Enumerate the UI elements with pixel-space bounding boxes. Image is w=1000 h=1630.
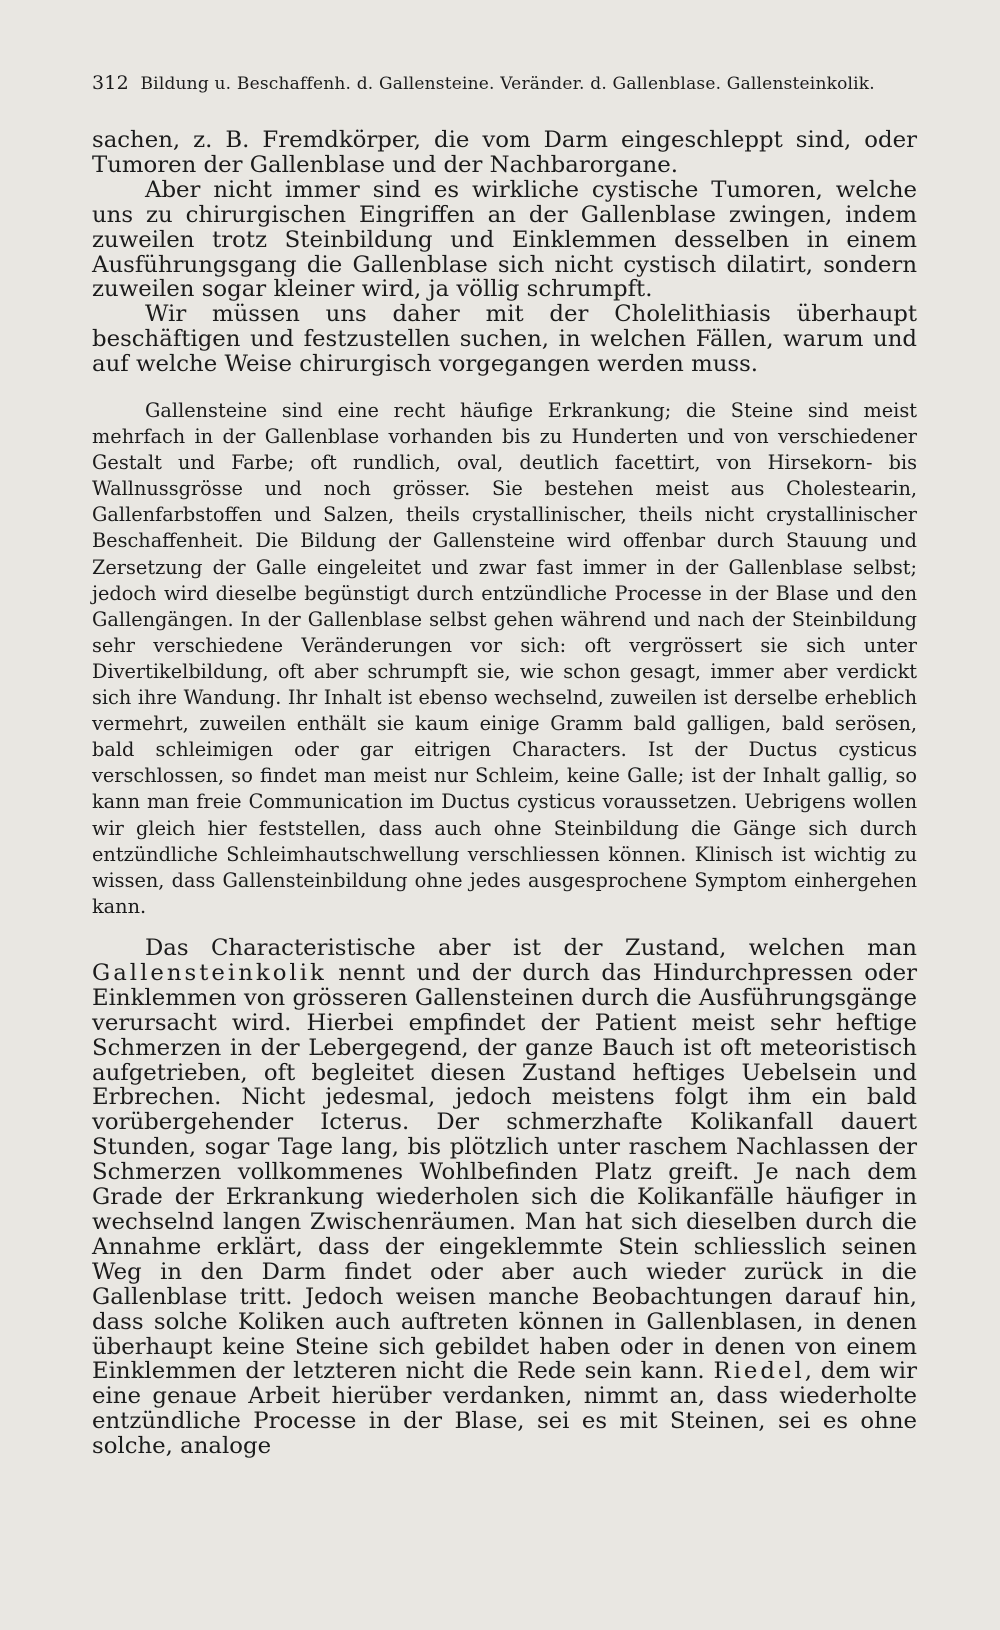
running-header <box>92 72 922 94</box>
section-intro <box>92 128 917 377</box>
colic-text-c: , dem wir eine genaue Arbeit hierüber verdanken, nimmt an, dass wiederholte entzündliche Processe in der Blase, sei es mit Steinen, sei es ohne solche, analoge <box>92 1358 917 1460</box>
colic-text-b: nennt und der durch das Hindurchpressen oder Einklemmen von grösseren Gallensteinen durch die Ausführungsgänge verursacht wird. Hierbei empfindet der Patient meist sehr heftige Schmerzen in der Lebergegend, der ganze Bauch ist oft meteoristisch aufgetrieben, oft begleitet diesen Zustand heftiges Uebelsein und Erbrechen. Nicht jedesmal, jedoch meistens folgt ihm ein bald vorübergehender Icterus. Der schmerzhafte Kolikanfall dauert Stunden, sogar Tage lang, bis plötzlich unter raschem Nachlassen der Schmerzen vollkommenes Wohlbefinden Platz greift. Je nach dem Grade der Erkrankung wiederholen sich die Kolikanfälle häufiger in wechselnd langen Zwischenräumen. Man hat sich dieselben durch die Annahme erklärt, dass der eingeklemmte Stein schliesslich seinen Weg in den Darm findet oder aber auch wieder zurück in die Gallenblase tritt. Jedoch weisen manche Beobachtungen darauf hin, dass solche Koliken auch auftreten können in Gallenblasen, in denen überhaupt keine Steine sich gebildet haben oder in denen von einem Einklemmen der letzteren nicht die Rede sein kann. <box>92 959 917 1385</box>
paragraph-gallstone-colic <box>92 936 917 1459</box>
paragraph-cholelithiasis: Wir müssen uns daher mit der Cholelithiasis überhaupt beschäftigen und festzustellen suchen, in welchen Fällen, warum und auf welche Weise chirurgisch vorgegangen werden muss. <box>92 301 917 378</box>
paragraph-gallstone-formation: Gallensteine sind eine recht häufige Erkrankung; die Steine sind meist mehrfach in der Gallenblase vorhanden bis zu Hunderten und von verschiedener Gestalt und Farbe; oft rundlich, oval, deutlich facettirt, von Hirsekorn- bis Wallnussgrösse und noch grösser. Sie bestehen meist aus Cholestearin, Gallenfarbstoffen und Salzen, theils crystallinischer, theils nicht crystallinischer Beschaffenheit. Die Bildung der Gallensteine wird offenbar durch Stauung und Zersetzung der Galle eingeleitet und zwar fast immer in der Gallenblase selbst; jedoch wird dieselbe begünstigt durch entzündliche Processe in der Blase und den Gallengängen. In der Gallenblase selbst gehen während und nach der Steinbildung sehr verschiedene Veränderungen vor sich: oft vergrössert sie sich unter Divertikelbildung, oft aber schrumpft sie, wie schon gesagt, immer aber verdickt sich ihre Wandung. Ihr Inhalt ist ebenso wechselnd, zuweilen ist derselbe erheblich vermehrt, zuweilen enthält sie kaum einige Gramm bald galligen, bald serösen, bald schleimigen oder gar eitrigen Characters. Ist der Ductus cysticus verschlossen, so findet man meist nur Schleim, keine Galle; ist der Inhalt gallig, so kann man freie Communication im Ductus cysticus voraussetzen. Uebrigens wollen wir gleich hier feststellen, dass auch ohne Steinbildung die Gänge sich durch entzündliche Schleimhautschwellung verschliessen können. Klinisch ist wichtig zu wissen, dass Gallensteinbildung ohne jedes ausgesprochene Symptom einhergehen kann. <box>92 399 917 918</box>
author-riedel: Riedel <box>713 1358 805 1385</box>
term-gallensteinkolik: Gallensteinkolik <box>92 959 327 986</box>
paragraph-continuation: sachen, z. B. Fremdkörper, die vom Darm eingeschleppt sind, oder Tumoren der Gallenblase und der Nachbarorgane. <box>92 127 917 178</box>
section-colic <box>92 936 917 1459</box>
section-gallstones <box>92 398 917 920</box>
page-number: 312 <box>92 72 129 94</box>
colic-text-a: Das Characteristische aber ist der Zustand, welchen man <box>145 935 917 961</box>
paragraph-cystic-tumors: Aber nicht immer sind es wirkliche cystische Tumoren, welche uns zu chirurgischen Eingriffen an der Gallenblase zwingen, indem zuweilen trotz Steinbildung und Einklemmen desselben in einem Ausführungsgang die Gallenblase sich nicht cystisch dilatirt, sondern zuweilen sogar kleiner wird, ja völlig schrumpft. <box>92 176 917 303</box>
running-title: Bildung u. Beschaffenh. d. Gallensteine. Veränder. d. Gallenblase. Gallensteinkolik. <box>140 74 875 94</box>
